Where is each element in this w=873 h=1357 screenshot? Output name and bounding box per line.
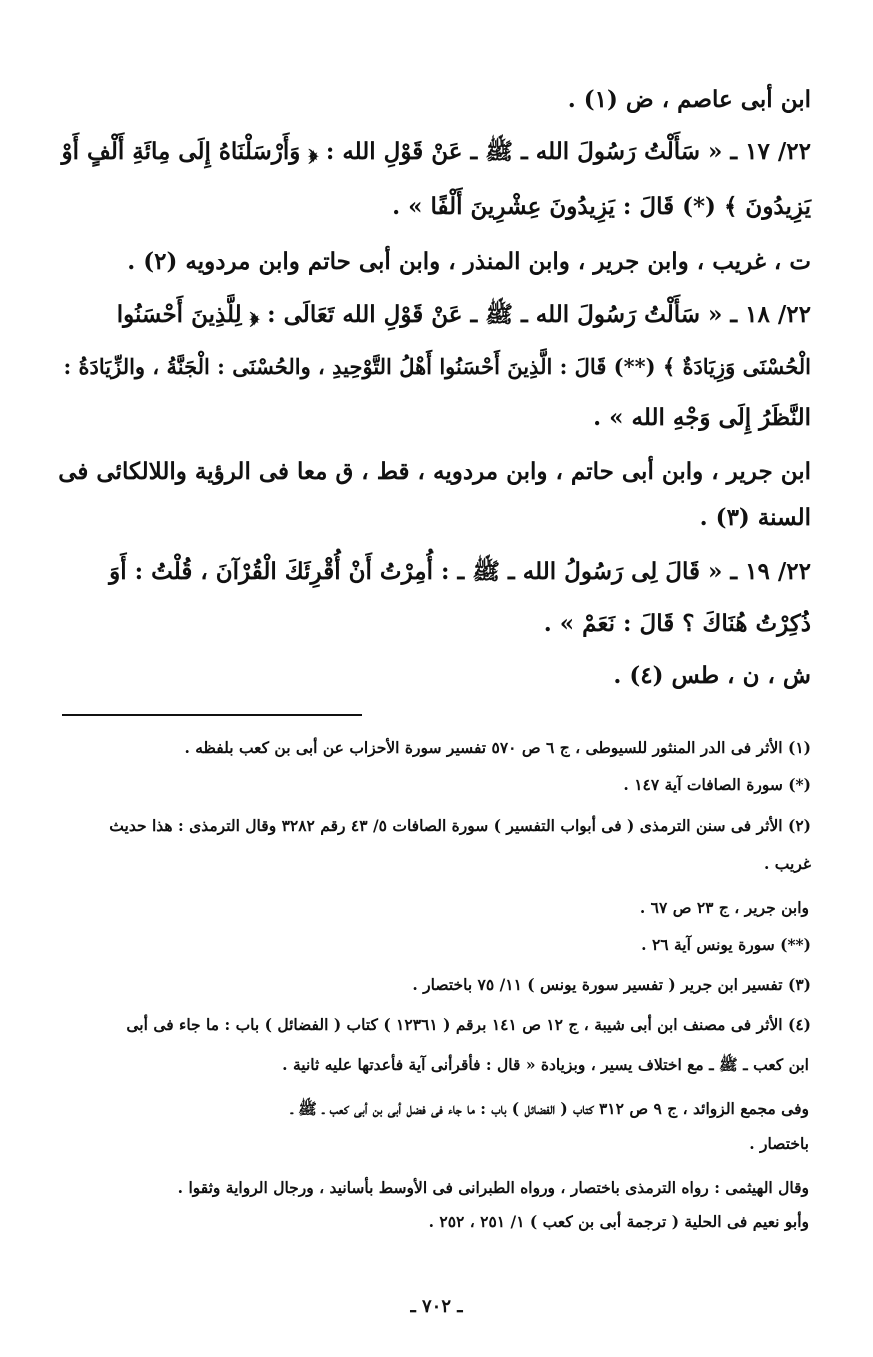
footnote: وفى مجمع الزوائد ، ج ٩ ص ٣١٢ كتاب ( الفضائل ) باب : ما جاء فى فضل أبى بن أبى كعب ـ ﷺ ـ	[290, 1099, 809, 1118]
hadith-line: الْحُسْنَى وَزِيَادَةٌ ﴾ (**) قَالَ : الَّذِينَ أَحْسَنُوا أَهْلُ التَّوْحِيدِ ، والحُسْنَى : الْجَنَّةُ ، والزِّيَادَةُ :	[63, 354, 811, 379]
footnote: وأبو نعيم فى الحلية ( ترجمة أبى بن كعب ) ١/ ٢٥١ ، ٢٥٢ .	[428, 1212, 809, 1231]
footnote: وقال الهيثمى : رواه الترمذى باختصار ، ورواه الطبرانى فى الأوسط بأسانيد ، ورجال الرواية وثقوا .	[177, 1178, 809, 1197]
page-number: ـ ٧٠٢ ـ	[410, 1296, 463, 1317]
footnote: (٣) تفسير ابن جرير ( تفسير سورة يونس ) ١١/ ٧٥ باختصار .	[412, 975, 811, 994]
footnote-divider	[62, 714, 362, 716]
footnote: غريب .	[764, 854, 811, 873]
footnote: (٢) الأثر فى سنن الترمذى ( فى أبواب التفسير ) سورة الصافات ٥/ ٤٣ رقم ٣٢٨٢ وقال الترمذى : هذا حديث	[109, 816, 811, 835]
source-line: ابن جرير ، وابن أبى حاتم ، وابن مردويه ، قط ، ق معا فى الرؤية واللالكائى فى	[58, 458, 811, 485]
hadith-line: ٢٢/ ١٨ ـ « سَأَلْتُ رَسُولَ الله ـ ﷺ ـ عَنْ قَوْلِ الله تَعَالَى : ﴿ لِلَّذِينَ أَحْسَنُوا	[116, 301, 811, 328]
footnote: (٤) الأثر فى مصنف ابن أبى شيبة ، ج ١٢ ص ١٤١ برقم ( ١٢٣٦١ ) كتاب ( الفضائل ) باب : ما جاء فى أبى	[126, 1015, 811, 1034]
text-line: ابن أبى عاصم ، ض (١) .	[567, 86, 811, 113]
hadith-line: ٢٢/ ١٩ ـ « قَالَ لِى رَسُولُ الله ـ ﷺ ـ : أُمِرْتُ أَنْ أُقْرِئَكَ الْقُرْآنَ ، قُلْتُ : أَوَ	[109, 558, 811, 585]
source-line: ش ، ن ، طس (٤) .	[613, 662, 811, 689]
footnote: (*) سورة الصافات آية ١٤٧ .	[623, 775, 811, 794]
footnote: (**) سورة يونس آية ٢٦ .	[641, 935, 811, 954]
hadith-line: النَّظَرُ إِلَى وَجْهِ الله » .	[593, 404, 811, 431]
footnote: (١) الأثر فى الدر المنثور للسيوطى ، ج ٦ ص ٥٧٠ تفسير سورة الأحزاب عن أبى بن كعب بلفظه .	[184, 738, 811, 757]
hadith-line: ٢٢/ ١٧ ـ « سَأَلْتُ رَسُولَ الله ـ ﷺ ـ عَنْ قَوْلِ الله : ﴿ وَأَرْسَلْنَاهُ إِلَى مِائَةِ أَلْفٍ أَوْ	[61, 138, 811, 165]
hadith-line: ذُكِرْتُ هُنَاكَ ؟ قَالَ : نَعَمْ » .	[543, 610, 811, 637]
source-line: ت ، غريب ، وابن جرير ، وابن المنذر ، وابن أبى حاتم وابن مردويه (٢) .	[127, 248, 811, 275]
footnote: باختصار .	[749, 1134, 809, 1153]
source-line: السنة (٣) .	[699, 504, 811, 531]
footnote: ابن كعب ـ ﷺ ـ مع اختلاف يسير ، وبزيادة « قال : فأقرأنى آية فأعدتها عليه ثانية .	[282, 1055, 809, 1074]
hadith-line: يَزِيدُونَ ﴾ (*) قَالَ : يَزِيدُونَ عِشْرِينَ أَلْفًا » .	[392, 193, 811, 220]
footnote: وابن جرير ، ج ٢٣ ص ٦٧ .	[639, 898, 809, 917]
